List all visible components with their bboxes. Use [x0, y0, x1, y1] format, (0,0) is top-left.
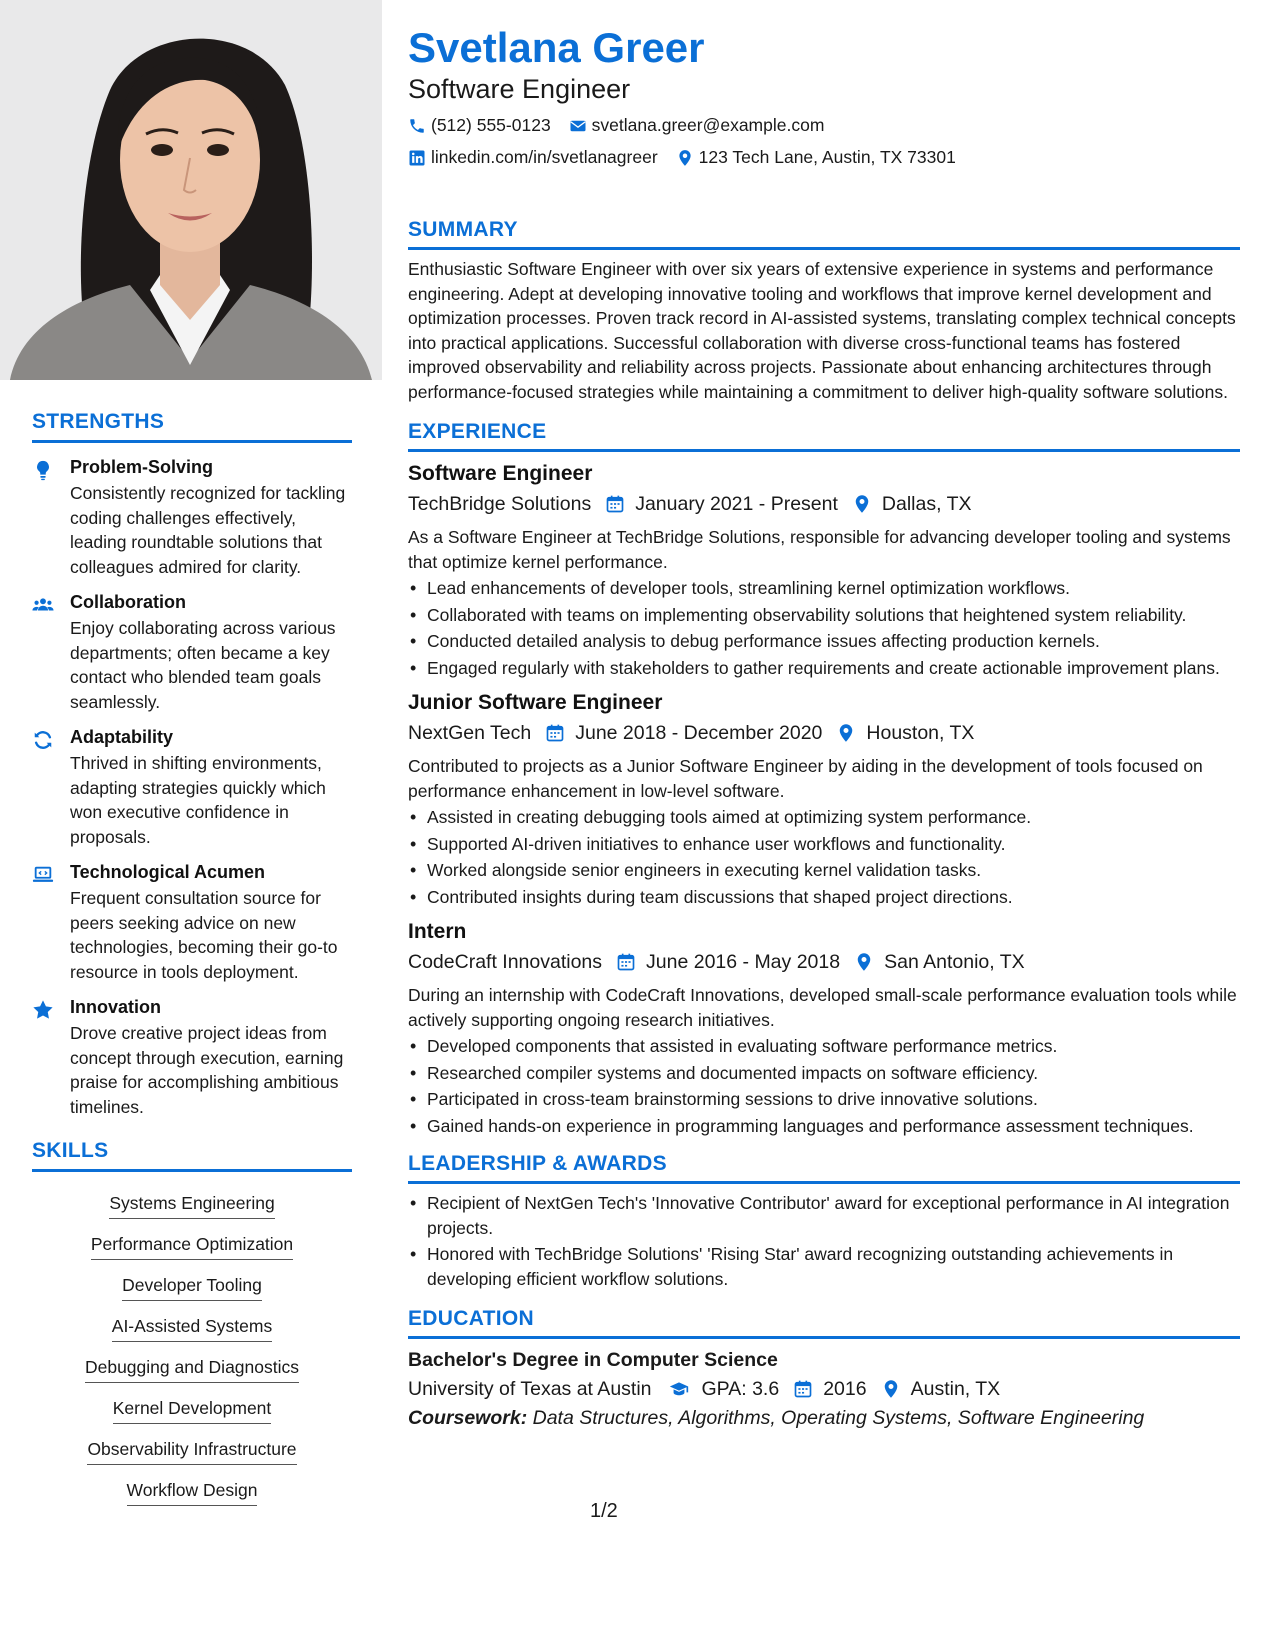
- experience-section: [408, 420, 1240, 1138]
- skill-item: Systems Engineering: [109, 1193, 274, 1219]
- job-dates-text: June 2016 - May 2018: [646, 951, 841, 973]
- summary-section: [408, 218, 1240, 404]
- phone-contact[interactable]: [408, 115, 551, 136]
- strength-desc: Enjoy collaborating across various departments; often became a key contact who blended team goals seamlessly.: [70, 618, 336, 712]
- school-location: [881, 1374, 1001, 1404]
- sidebar: [0, 0, 382, 1650]
- job-location: [836, 718, 974, 748]
- laptop-code-icon: [32, 862, 70, 984]
- page-number: 1/2: [590, 1500, 618, 1522]
- job-location-text: Houston, TX: [866, 722, 975, 744]
- strength-item: [32, 727, 352, 849]
- strength-title: Technological Acumen: [70, 862, 266, 882]
- strengths-heading: STRENGTHS: [32, 410, 352, 443]
- email-text: svetlana.greer@example.com: [591, 115, 825, 135]
- job-dates: [616, 947, 840, 977]
- education-meta: [408, 1374, 1240, 1404]
- coursework-list: Data Structures, Algorithms, Operating Systems, Software Engineering: [532, 1407, 1145, 1429]
- school-location-text: Austin, TX: [910, 1378, 1001, 1400]
- lightbulb-icon: [32, 457, 70, 579]
- contact-row: [408, 113, 1240, 138]
- skill-item: Performance Optimization: [91, 1234, 293, 1260]
- job-company: TechBridge Solutions: [408, 493, 592, 515]
- email-contact[interactable]: [569, 115, 825, 136]
- bullet-item: • Conducted detailed analysis to debug performance issues affecting production kernels.: [408, 629, 1240, 654]
- bullet-item: • Gained hands-on experience in programming languages and performance assessment techniques.: [408, 1114, 1240, 1139]
- strength-item: [32, 997, 352, 1119]
- bullet-item: • Honored with TechBridge Solutions' 'Rising Star' award recognizing outstanding achievements in developing efficient workflow solutions.: [408, 1242, 1240, 1291]
- gpa: [666, 1374, 780, 1404]
- leadership-heading: LEADERSHIP & AWARDS: [408, 1152, 1240, 1184]
- school-name: University of Texas at Austin: [408, 1378, 652, 1400]
- bullet-item: • Researched compiler systems and documented impacts on software efficiency.: [408, 1061, 1240, 1086]
- strength-desc: Consistently recognized for tackling coding challenges effectively, leading roundtable solutions that colleagues admired for clarity.: [70, 483, 346, 577]
- job-entry: [408, 917, 1240, 1138]
- calendar-icon: [616, 952, 636, 972]
- job-bullets: [408, 576, 1240, 680]
- linkedin-icon: [408, 149, 426, 167]
- job-bullets: [408, 805, 1240, 909]
- job-dates: [605, 489, 838, 519]
- star-icon: [32, 997, 70, 1119]
- leadership-section: [408, 1152, 1240, 1291]
- sidebar-content: [32, 410, 352, 1514]
- skill-item: Workflow Design: [127, 1480, 258, 1506]
- experience-heading: EXPERIENCE: [408, 420, 1240, 452]
- strength-item: [32, 592, 352, 714]
- phone-icon: [408, 117, 426, 135]
- summary-heading: SUMMARY: [408, 218, 1240, 250]
- map-marker-icon: [836, 723, 856, 743]
- strength-desc: Thrived in shifting environments, adapting strategies quickly which won executive confidence in proposals.: [70, 753, 326, 847]
- leadership-bullets: [408, 1191, 1240, 1291]
- contact-row: [408, 145, 1240, 170]
- job-dates: [545, 718, 822, 748]
- strength-title: Collaboration: [70, 592, 186, 612]
- bullet-item: • Supported AI-driven initiatives to enhance user workflows and functionality.: [408, 832, 1240, 857]
- strength-title: Innovation: [70, 997, 161, 1017]
- bullet-item: • Contributed insights during team discussions that shaped project directions.: [408, 885, 1240, 910]
- bullet-item: • Collaborated with teams on implementing observability solutions that heightened system reliability.: [408, 603, 1240, 628]
- calendar-icon: [545, 723, 565, 743]
- sync-icon: [32, 727, 70, 849]
- strength-item: [32, 862, 352, 984]
- job-title: Software Engineer: [408, 462, 593, 485]
- job-meta: [408, 718, 1240, 748]
- skills-section: [32, 1139, 352, 1514]
- map-marker-icon: [854, 952, 874, 972]
- coursework: [408, 1404, 1240, 1432]
- grad-year: [793, 1374, 866, 1404]
- profile-photo: [0, 0, 382, 380]
- job-title: Intern: [408, 920, 467, 943]
- address-text: 123 Tech Lane, Austin, TX 73301: [698, 147, 956, 167]
- skill-list: [32, 1186, 352, 1514]
- job-company: CodeCraft Innovations: [408, 951, 603, 973]
- strength-desc: Frequent consultation source for peers seeking advice on new technologies, becoming their go-to resource in tools deployment.: [70, 888, 338, 982]
- job-location: [852, 489, 972, 519]
- job-location-text: San Antonio, TX: [884, 951, 1025, 973]
- map-marker-icon: [881, 1379, 901, 1399]
- bullet-item: • Recipient of NextGen Tech's 'Innovative Contributor' award for exceptional performance in AI integration projects.: [408, 1191, 1240, 1240]
- job-bullets: [408, 1034, 1240, 1138]
- candidate-role: Software Engineer: [408, 74, 631, 104]
- linkedin-text: linkedin.com/in/svetlanagreer: [431, 147, 658, 167]
- map-marker-icon: [852, 494, 872, 514]
- job-company: NextGen Tech: [408, 722, 532, 744]
- strength-title: Problem-Solving: [70, 457, 214, 477]
- job-description: As a Software Engineer at TechBridge Solutions, responsible for advancing developer tooling and systems that optimize kernel performance.: [408, 527, 1231, 572]
- strength-desc: Drove creative project ideas from concept through execution, earning praise for accomplishing ambitious timelines.: [70, 1023, 344, 1117]
- summary-text: Enthusiastic Software Engineer with over six years of extensive experience in systems and performance engineering. Adept at developing innovative tooling and workflows that improve kernel development and optimization processes. Proven track record in AI-assisted systems, translating complex technical concepts into practical applications. Successful collaboration with diverse cross-functional teams has fostered improved observability and reliability across projects. Passionate about enhancing architectures through performance-focused strategies while maintaining a commitment to deliver high-quality software solutions.: [408, 259, 1236, 402]
- phone-text: (512) 555-0123: [431, 115, 551, 135]
- job-location: [854, 947, 1025, 977]
- linkedin-contact[interactable]: [408, 147, 658, 168]
- strength-item: [32, 457, 352, 579]
- candidate-name: Svetlana Greer: [408, 24, 705, 71]
- main-content: [408, 24, 1240, 1432]
- job-meta: [408, 489, 1240, 519]
- degree-title: Bachelor's Degree in Computer Science: [408, 1349, 778, 1371]
- bullet-item: • Assisted in creating debugging tools aimed at optimizing system performance.: [408, 805, 1240, 830]
- bullet-item: • Engaged regularly with stakeholders to gather requirements and create actionable improvement plans.: [408, 656, 1240, 681]
- job-description: Contributed to projects as a Junior Software Engineer by aiding in the development of tools focused on performance enhancement in low-level software.: [408, 756, 1203, 801]
- job-location-text: Dallas, TX: [881, 493, 972, 515]
- job-meta: [408, 947, 1240, 977]
- calendar-icon: [793, 1379, 813, 1399]
- job-dates-text: June 2018 - December 2020: [575, 722, 823, 744]
- calendar-icon: [605, 494, 625, 514]
- gpa-text: GPA: 3.6: [701, 1378, 780, 1400]
- skill-item: Observability Infrastructure: [87, 1439, 296, 1465]
- grad-year-text: 2016: [823, 1378, 867, 1400]
- job-dates-text: January 2021 - Present: [635, 493, 838, 515]
- bullet-item: • Participated in cross-team brainstorming sessions to drive innovative solutions.: [408, 1087, 1240, 1112]
- bullet-item: • Worked alongside senior engineers in executing kernel validation tasks.: [408, 858, 1240, 883]
- address-contact: [676, 147, 956, 168]
- education-heading: EDUCATION: [408, 1307, 1240, 1339]
- job-description: During an internship with CodeCraft Innovations, developed small-scale performance evaluation tools while actively supporting ongoing research initiatives.: [408, 985, 1237, 1030]
- map-marker-icon: [676, 149, 694, 167]
- strength-title: Adaptability: [70, 727, 174, 747]
- job-title: Junior Software Engineer: [408, 691, 663, 714]
- skills-heading: SKILLS: [32, 1139, 352, 1172]
- education-section: [408, 1307, 1240, 1432]
- envelope-icon: [569, 117, 587, 135]
- skill-item: Debugging and Diagnostics: [85, 1357, 299, 1383]
- coursework-label: Coursework:: [408, 1407, 528, 1429]
- users-icon: [32, 592, 70, 714]
- bullet-item: • Lead enhancements of developer tools, streamlining kernel optimization workflows.: [408, 576, 1240, 601]
- skill-item: Kernel Development: [113, 1398, 272, 1424]
- skill-item: Developer Tooling: [122, 1275, 262, 1301]
- skill-item: AI-Assisted Systems: [112, 1316, 272, 1342]
- job-entry: [408, 459, 1240, 680]
- bullet-item: • Developed components that assisted in evaluating software performance metrics.: [408, 1034, 1240, 1059]
- graduation-cap-icon: [666, 1379, 692, 1399]
- job-entry: [408, 688, 1240, 909]
